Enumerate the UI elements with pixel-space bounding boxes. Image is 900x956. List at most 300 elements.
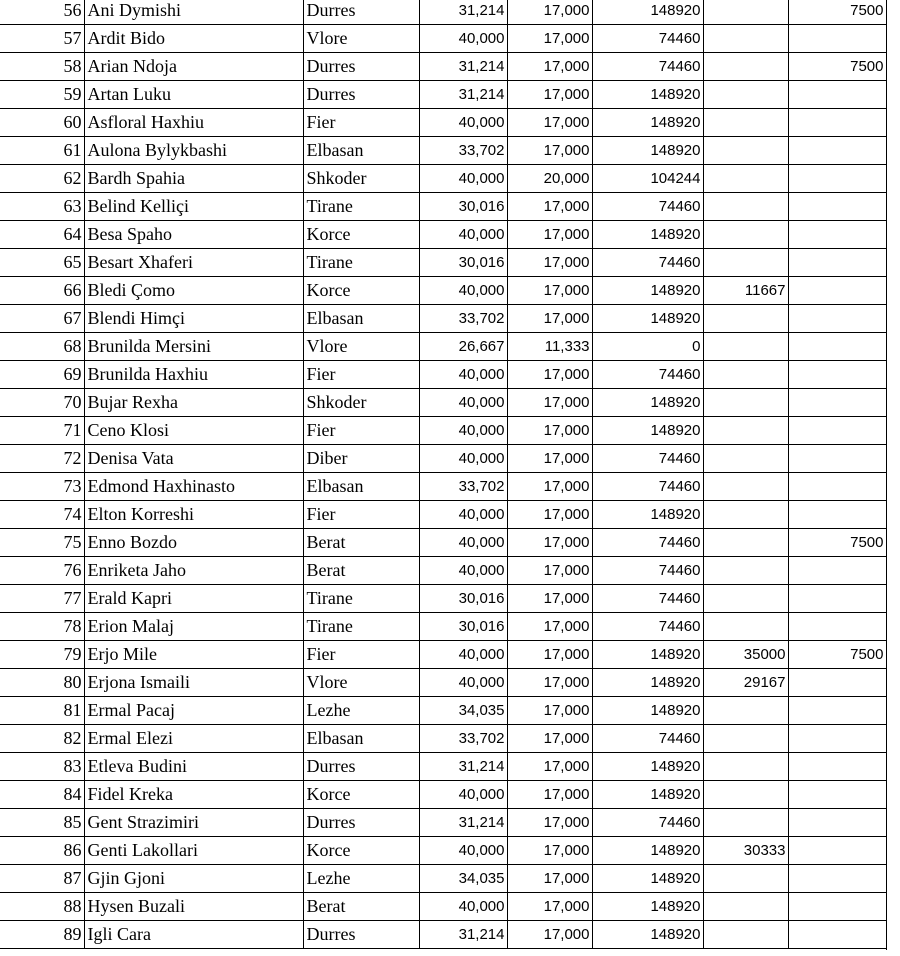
value-a-cell[interactable]: 33,702	[419, 305, 507, 333]
value-d-cell[interactable]: 35000	[703, 641, 788, 669]
value-c-cell[interactable]: 148920	[592, 921, 703, 949]
city-cell[interactable]: Korce	[303, 277, 419, 305]
row-number[interactable]: 81	[0, 697, 84, 725]
value-b-cell[interactable]: 17,000	[507, 809, 592, 837]
value-d-cell[interactable]: 30333	[703, 837, 788, 865]
value-c-cell[interactable]: 74460	[592, 809, 703, 837]
value-a-cell[interactable]: 40,000	[419, 893, 507, 921]
value-e-cell[interactable]	[788, 81, 886, 109]
city-cell[interactable]: Berat	[303, 557, 419, 585]
value-a-cell[interactable]: 40,000	[419, 361, 507, 389]
value-c-cell[interactable]: 148920	[592, 669, 703, 697]
value-c-cell[interactable]: 148920	[592, 109, 703, 137]
value-d-cell[interactable]	[703, 585, 788, 613]
name-cell[interactable]: Elton Korreshi	[84, 501, 303, 529]
value-b-cell[interactable]: 17,000	[507, 697, 592, 725]
name-cell[interactable]: Besart Xhaferi	[84, 249, 303, 277]
value-d-cell[interactable]	[703, 389, 788, 417]
value-d-cell[interactable]	[703, 613, 788, 641]
value-a-cell[interactable]: 40,000	[419, 781, 507, 809]
name-cell[interactable]: Fidel Kreka	[84, 781, 303, 809]
row-number[interactable]: 58	[0, 53, 84, 81]
city-cell[interactable]: Elbasan	[303, 305, 419, 333]
row-number[interactable]: 82	[0, 725, 84, 753]
row-number[interactable]: 56	[0, 0, 84, 25]
value-d-cell[interactable]	[703, 137, 788, 165]
city-cell[interactable]: Durres	[303, 921, 419, 949]
value-e-cell[interactable]	[788, 25, 886, 53]
value-b-cell[interactable]: 17,000	[507, 557, 592, 585]
value-d-cell[interactable]	[703, 445, 788, 473]
value-e-cell[interactable]	[788, 249, 886, 277]
row-number[interactable]: 63	[0, 193, 84, 221]
name-cell[interactable]: Brunilda Haxhiu	[84, 361, 303, 389]
value-c-cell[interactable]: 148920	[592, 277, 703, 305]
table-row	[0, 193, 886, 221]
city-cell[interactable]: Berat	[303, 529, 419, 557]
value-e-cell[interactable]	[788, 473, 886, 501]
name-cell[interactable]: Hysen Buzali	[84, 893, 303, 921]
city-cell[interactable]: Vlore	[303, 669, 419, 697]
value-d-cell[interactable]	[703, 809, 788, 837]
row-number[interactable]: 65	[0, 249, 84, 277]
city-cell[interactable]: Fier	[303, 109, 419, 137]
value-a-cell[interactable]: 40,000	[419, 445, 507, 473]
city-cell[interactable]: Elbasan	[303, 473, 419, 501]
table-row	[0, 109, 886, 137]
value-d-cell[interactable]	[703, 865, 788, 893]
value-e-cell[interactable]	[788, 277, 886, 305]
value-e-cell[interactable]	[788, 333, 886, 361]
city-cell[interactable]: Berat	[303, 893, 419, 921]
value-c-cell[interactable]: 74460	[592, 249, 703, 277]
name-cell[interactable]: Ceno Klosi	[84, 417, 303, 445]
row-number[interactable]: 59	[0, 81, 84, 109]
city-cell[interactable]: Vlore	[303, 25, 419, 53]
value-d-cell[interactable]	[703, 0, 788, 25]
city-cell[interactable]: Vlore	[303, 333, 419, 361]
value-e-cell[interactable]	[788, 697, 886, 725]
name-cell[interactable]: Ermal Pacaj	[84, 697, 303, 725]
value-b-cell[interactable]: 17,000	[507, 137, 592, 165]
name-cell[interactable]: Erjo Mile	[84, 641, 303, 669]
value-a-cell[interactable]: 31,214	[419, 0, 507, 25]
value-e-cell[interactable]	[788, 893, 886, 921]
row-number[interactable]: 79	[0, 641, 84, 669]
row-number[interactable]: 62	[0, 165, 84, 193]
table-row	[0, 781, 886, 809]
value-a-cell[interactable]: 33,702	[419, 137, 507, 165]
value-e-cell[interactable]	[788, 445, 886, 473]
value-b-cell[interactable]: 20,000	[507, 165, 592, 193]
value-a-cell[interactable]: 40,000	[419, 25, 507, 53]
value-a-cell[interactable]: 40,000	[419, 501, 507, 529]
name-cell[interactable]: Denisa Vata	[84, 445, 303, 473]
value-d-cell[interactable]	[703, 697, 788, 725]
value-c-cell[interactable]: 148920	[592, 389, 703, 417]
row-number[interactable]: 88	[0, 893, 84, 921]
name-cell[interactable]: Bardh Spahia	[84, 165, 303, 193]
value-c-cell[interactable]: 148920	[592, 837, 703, 865]
value-d-cell[interactable]	[703, 753, 788, 781]
name-cell[interactable]: Asfloral Haxhiu	[84, 109, 303, 137]
name-cell[interactable]: Blendi Himçi	[84, 305, 303, 333]
name-cell[interactable]: Enno Bozdo	[84, 529, 303, 557]
name-cell[interactable]: Arian Ndoja	[84, 53, 303, 81]
value-e-cell[interactable]: 7500	[788, 53, 886, 81]
value-c-cell[interactable]: 148920	[592, 221, 703, 249]
table-row	[0, 837, 886, 865]
value-a-cell[interactable]: 30,016	[419, 193, 507, 221]
row-number[interactable]: 80	[0, 669, 84, 697]
value-e-cell[interactable]: 7500	[788, 641, 886, 669]
value-c-cell[interactable]: 74460	[592, 557, 703, 585]
value-b-cell[interactable]: 17,000	[507, 781, 592, 809]
city-cell[interactable]: Elbasan	[303, 725, 419, 753]
city-cell[interactable]: Diber	[303, 445, 419, 473]
name-cell[interactable]: Erald Kapri	[84, 585, 303, 613]
city-cell[interactable]: Durres	[303, 81, 419, 109]
value-b-cell[interactable]: 17,000	[507, 361, 592, 389]
value-e-cell[interactable]	[788, 669, 886, 697]
value-e-cell[interactable]: 7500	[788, 0, 886, 25]
table-row	[0, 501, 886, 529]
name-cell[interactable]: Erion Malaj	[84, 613, 303, 641]
value-d-cell[interactable]	[703, 333, 788, 361]
value-a-cell[interactable]: 40,000	[419, 417, 507, 445]
city-cell[interactable]: Shkoder	[303, 165, 419, 193]
table-row	[0, 529, 886, 557]
value-e-cell[interactable]	[788, 809, 886, 837]
city-cell[interactable]: Korce	[303, 781, 419, 809]
value-c-cell[interactable]: 74460	[592, 585, 703, 613]
row-number[interactable]: 71	[0, 417, 84, 445]
value-d-cell[interactable]	[703, 193, 788, 221]
value-a-cell[interactable]: 31,214	[419, 753, 507, 781]
value-b-cell[interactable]: 17,000	[507, 109, 592, 137]
name-cell[interactable]: Gent Strazimiri	[84, 809, 303, 837]
value-e-cell[interactable]: 7500	[788, 529, 886, 557]
name-cell[interactable]: Bujar Rexha	[84, 389, 303, 417]
row-number[interactable]: 68	[0, 333, 84, 361]
value-b-cell[interactable]: 17,000	[507, 865, 592, 893]
value-c-cell[interactable]: 148920	[592, 305, 703, 333]
value-d-cell[interactable]	[703, 473, 788, 501]
value-c-cell[interactable]: 74460	[592, 361, 703, 389]
table-row	[0, 361, 886, 389]
value-e-cell[interactable]	[788, 221, 886, 249]
value-a-cell[interactable]: 30,016	[419, 613, 507, 641]
value-d-cell[interactable]	[703, 781, 788, 809]
row-number[interactable]: 57	[0, 25, 84, 53]
row-number[interactable]: 87	[0, 865, 84, 893]
row-number[interactable]: 73	[0, 473, 84, 501]
value-b-cell[interactable]: 11,333	[507, 333, 592, 361]
row-number[interactable]: 83	[0, 753, 84, 781]
value-e-cell[interactable]	[788, 557, 886, 585]
value-c-cell[interactable]: 148920	[592, 781, 703, 809]
value-e-cell[interactable]	[788, 109, 886, 137]
table-row	[0, 53, 886, 81]
value-a-cell[interactable]: 31,214	[419, 53, 507, 81]
table-row	[0, 641, 886, 669]
table-row	[0, 277, 886, 305]
value-d-cell[interactable]	[703, 529, 788, 557]
value-d-cell[interactable]	[703, 249, 788, 277]
value-c-cell[interactable]: 148920	[592, 697, 703, 725]
value-a-cell[interactable]: 33,702	[419, 725, 507, 753]
value-b-cell[interactable]: 17,000	[507, 0, 592, 25]
table-row	[0, 25, 886, 53]
value-e-cell[interactable]	[788, 613, 886, 641]
value-b-cell[interactable]: 17,000	[507, 613, 592, 641]
name-cell[interactable]: Besa Spaho	[84, 221, 303, 249]
value-c-cell[interactable]: 148920	[592, 641, 703, 669]
value-c-cell[interactable]: 148920	[592, 865, 703, 893]
value-e-cell[interactable]	[788, 193, 886, 221]
name-cell[interactable]: Ermal Elezi	[84, 725, 303, 753]
value-a-cell[interactable]: 40,000	[419, 165, 507, 193]
value-c-cell[interactable]: 74460	[592, 529, 703, 557]
value-a-cell[interactable]: 34,035	[419, 865, 507, 893]
value-a-cell[interactable]: 40,000	[419, 389, 507, 417]
value-b-cell[interactable]: 17,000	[507, 221, 592, 249]
value-e-cell[interactable]	[788, 165, 886, 193]
value-d-cell[interactable]: 11667	[703, 277, 788, 305]
value-c-cell[interactable]: 148920	[592, 753, 703, 781]
table-row	[0, 921, 886, 949]
value-e-cell[interactable]	[788, 585, 886, 613]
name-cell[interactable]: Ani Dymishi	[84, 0, 303, 25]
value-d-cell[interactable]	[703, 417, 788, 445]
value-b-cell[interactable]: 17,000	[507, 641, 592, 669]
value-b-cell[interactable]: 17,000	[507, 585, 592, 613]
name-cell[interactable]: Gjin Gjoni	[84, 865, 303, 893]
value-b-cell[interactable]: 17,000	[507, 249, 592, 277]
value-a-cell[interactable]: 31,214	[419, 809, 507, 837]
value-a-cell[interactable]: 40,000	[419, 669, 507, 697]
value-e-cell[interactable]	[788, 921, 886, 949]
value-c-cell[interactable]: 0	[592, 333, 703, 361]
name-cell[interactable]: Erjona Ismaili	[84, 669, 303, 697]
value-b-cell[interactable]: 17,000	[507, 25, 592, 53]
value-c-cell[interactable]: 148920	[592, 0, 703, 25]
value-e-cell[interactable]	[788, 781, 886, 809]
value-b-cell[interactable]: 17,000	[507, 501, 592, 529]
city-cell[interactable]: Elbasan	[303, 137, 419, 165]
table-row	[0, 613, 886, 641]
name-cell[interactable]: Belind Kelliçi	[84, 193, 303, 221]
row-number[interactable]: 76	[0, 557, 84, 585]
value-e-cell[interactable]	[788, 137, 886, 165]
table-row	[0, 893, 886, 921]
row-number[interactable]: 85	[0, 809, 84, 837]
row-number[interactable]: 78	[0, 613, 84, 641]
value-c-cell[interactable]: 74460	[592, 53, 703, 81]
value-a-cell[interactable]: 40,000	[419, 557, 507, 585]
name-cell[interactable]: Etleva Budini	[84, 753, 303, 781]
value-a-cell[interactable]: 40,000	[419, 837, 507, 865]
value-c-cell[interactable]: 74460	[592, 193, 703, 221]
name-cell[interactable]: Ardit Bido	[84, 25, 303, 53]
value-b-cell[interactable]: 17,000	[507, 725, 592, 753]
table-row	[0, 137, 886, 165]
city-cell[interactable]: Shkoder	[303, 389, 419, 417]
value-d-cell[interactable]: 29167	[703, 669, 788, 697]
value-b-cell[interactable]: 17,000	[507, 81, 592, 109]
city-cell[interactable]: Korce	[303, 221, 419, 249]
name-cell[interactable]: Genti Lakollari	[84, 837, 303, 865]
row-number[interactable]: 89	[0, 921, 84, 949]
value-d-cell[interactable]	[703, 25, 788, 53]
city-cell[interactable]: Tirane	[303, 249, 419, 277]
value-b-cell[interactable]: 17,000	[507, 53, 592, 81]
value-e-cell[interactable]	[788, 837, 886, 865]
value-c-cell[interactable]: 148920	[592, 417, 703, 445]
name-cell[interactable]: Artan Luku	[84, 81, 303, 109]
value-a-cell[interactable]: 33,702	[419, 473, 507, 501]
row-number[interactable]: 60	[0, 109, 84, 137]
value-b-cell[interactable]: 17,000	[507, 669, 592, 697]
name-cell[interactable]: Bledi Çomo	[84, 277, 303, 305]
value-d-cell[interactable]	[703, 109, 788, 137]
value-d-cell[interactable]	[703, 501, 788, 529]
city-cell[interactable]: Tirane	[303, 193, 419, 221]
value-e-cell[interactable]	[788, 361, 886, 389]
value-a-cell[interactable]: 26,667	[419, 333, 507, 361]
value-c-cell[interactable]: 148920	[592, 137, 703, 165]
value-b-cell[interactable]: 17,000	[507, 837, 592, 865]
name-cell[interactable]: Enriketa Jaho	[84, 557, 303, 585]
value-a-cell[interactable]: 40,000	[419, 529, 507, 557]
value-b-cell[interactable]: 17,000	[507, 893, 592, 921]
value-e-cell[interactable]	[788, 501, 886, 529]
value-d-cell[interactable]	[703, 221, 788, 249]
row-number[interactable]: 64	[0, 221, 84, 249]
city-cell[interactable]: Fier	[303, 501, 419, 529]
value-a-cell[interactable]: 40,000	[419, 641, 507, 669]
name-cell[interactable]: Brunilda Mersini	[84, 333, 303, 361]
row-number[interactable]: 69	[0, 361, 84, 389]
value-d-cell[interactable]	[703, 53, 788, 81]
row-number[interactable]: 67	[0, 305, 84, 333]
value-b-cell[interactable]: 17,000	[507, 277, 592, 305]
value-a-cell[interactable]: 40,000	[419, 109, 507, 137]
table-row	[0, 809, 886, 837]
value-a-cell[interactable]: 40,000	[419, 221, 507, 249]
value-b-cell[interactable]: 17,000	[507, 389, 592, 417]
value-b-cell[interactable]: 17,000	[507, 305, 592, 333]
city-cell[interactable]: Tirane	[303, 613, 419, 641]
table-row	[0, 417, 886, 445]
value-b-cell[interactable]: 17,000	[507, 445, 592, 473]
value-c-cell[interactable]: 74460	[592, 473, 703, 501]
value-e-cell[interactable]	[788, 305, 886, 333]
value-e-cell[interactable]	[788, 725, 886, 753]
row-number[interactable]: 66	[0, 277, 84, 305]
value-d-cell[interactable]	[703, 921, 788, 949]
value-d-cell[interactable]	[703, 81, 788, 109]
value-b-cell[interactable]: 17,000	[507, 473, 592, 501]
value-c-cell[interactable]: 74460	[592, 25, 703, 53]
city-cell[interactable]: Tirane	[303, 585, 419, 613]
value-c-cell[interactable]: 74460	[592, 725, 703, 753]
table-row	[0, 0, 886, 25]
value-d-cell[interactable]	[703, 305, 788, 333]
value-d-cell[interactable]	[703, 165, 788, 193]
row-number[interactable]: 84	[0, 781, 84, 809]
table-row	[0, 81, 886, 109]
value-a-cell[interactable]: 30,016	[419, 585, 507, 613]
row-number[interactable]: 61	[0, 137, 84, 165]
city-cell[interactable]: Lezhe	[303, 697, 419, 725]
city-cell[interactable]: Korce	[303, 837, 419, 865]
value-d-cell[interactable]	[703, 557, 788, 585]
table-row	[0, 753, 886, 781]
value-e-cell[interactable]	[788, 417, 886, 445]
value-b-cell[interactable]: 17,000	[507, 417, 592, 445]
name-cell[interactable]: Aulona Bylykbashi	[84, 137, 303, 165]
value-e-cell[interactable]	[788, 753, 886, 781]
value-b-cell[interactable]: 17,000	[507, 753, 592, 781]
value-c-cell[interactable]: 148920	[592, 81, 703, 109]
value-b-cell[interactable]: 17,000	[507, 193, 592, 221]
row-number[interactable]: 75	[0, 529, 84, 557]
name-cell[interactable]: Edmond Haxhinasto	[84, 473, 303, 501]
value-e-cell[interactable]	[788, 389, 886, 417]
name-cell[interactable]: Igli Cara	[84, 921, 303, 949]
value-b-cell[interactable]: 17,000	[507, 921, 592, 949]
city-cell[interactable]: Fier	[303, 361, 419, 389]
value-a-cell[interactable]: 30,016	[419, 249, 507, 277]
table-row	[0, 389, 886, 417]
value-d-cell[interactable]	[703, 725, 788, 753]
row-number[interactable]: 70	[0, 389, 84, 417]
city-cell[interactable]: Fier	[303, 417, 419, 445]
value-c-cell[interactable]: 74460	[592, 613, 703, 641]
city-cell[interactable]: Durres	[303, 809, 419, 837]
table-row	[0, 669, 886, 697]
value-c-cell[interactable]: 104244	[592, 165, 703, 193]
value-a-cell[interactable]: 40,000	[419, 277, 507, 305]
table-row	[0, 585, 886, 613]
value-c-cell[interactable]: 74460	[592, 445, 703, 473]
value-e-cell[interactable]	[788, 865, 886, 893]
city-cell[interactable]: Fier	[303, 641, 419, 669]
value-b-cell[interactable]: 17,000	[507, 529, 592, 557]
value-a-cell[interactable]: 31,214	[419, 81, 507, 109]
city-cell[interactable]: Durres	[303, 0, 419, 25]
value-a-cell[interactable]: 31,214	[419, 921, 507, 949]
value-c-cell[interactable]: 148920	[592, 893, 703, 921]
value-c-cell[interactable]: 148920	[592, 501, 703, 529]
row-number[interactable]: 77	[0, 585, 84, 613]
table-row	[0, 249, 886, 277]
table-row	[0, 445, 886, 473]
value-d-cell[interactable]	[703, 361, 788, 389]
value-a-cell[interactable]: 34,035	[419, 697, 507, 725]
value-d-cell[interactable]	[703, 893, 788, 921]
row-number[interactable]: 74	[0, 501, 84, 529]
row-number[interactable]: 72	[0, 445, 84, 473]
city-cell[interactable]: Lezhe	[303, 865, 419, 893]
city-cell[interactable]: Durres	[303, 753, 419, 781]
table-row	[0, 165, 886, 193]
table-row	[0, 473, 886, 501]
row-number[interactable]: 86	[0, 837, 84, 865]
table-row	[0, 725, 886, 753]
city-cell[interactable]: Durres	[303, 53, 419, 81]
